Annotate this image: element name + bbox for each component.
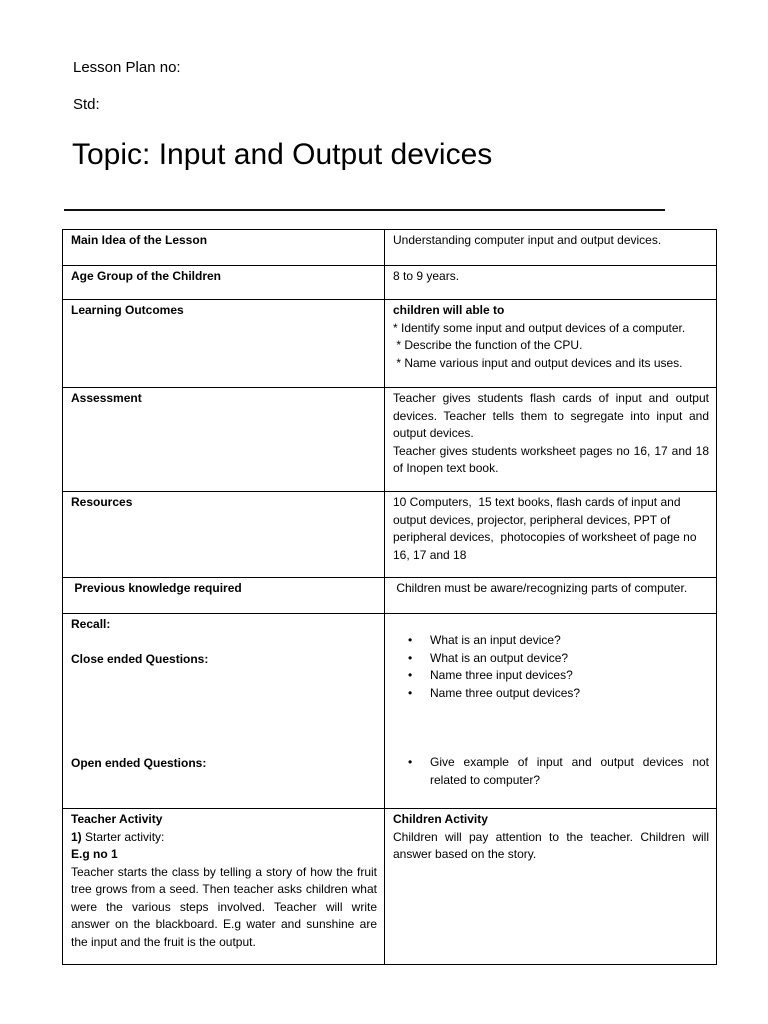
resources-value: 10 Computers, 15 text books, flash cards of input and output devices, projector, peripheral devices, PPT of peripheral devices, photocopies of worksheet of page no 16, 17 and 18 bbox=[385, 492, 717, 578]
lesson-plan-number: Lesson Plan no: bbox=[73, 59, 181, 76]
outcomes-heading: children will able to bbox=[393, 303, 505, 317]
recall-questions bbox=[385, 614, 717, 809]
age-group-value: 8 to 9 years. bbox=[385, 266, 717, 300]
close-ended-list bbox=[393, 632, 709, 702]
outcome-line: * Describe the function of the CPU. bbox=[393, 338, 583, 352]
list-item: • What is an output device? bbox=[430, 650, 709, 668]
list-item: • What is an input device? bbox=[430, 632, 709, 650]
example-label: E.g no 1 bbox=[71, 847, 118, 861]
assessment-paragraph: Teacher gives students flash cards of input and output devices. Teacher tells them to segregate into input and output devices. bbox=[393, 391, 709, 440]
assessment-paragraph: Teacher gives students worksheet pages no 16, 17 and 18 of Inopen text book. bbox=[393, 443, 709, 475]
teacher-activity-heading: Teacher Activity bbox=[71, 812, 163, 826]
children-activity-heading: Children Activity bbox=[393, 812, 488, 826]
age-group-label: Age Group of the Children bbox=[63, 266, 385, 300]
table-row-outcomes bbox=[63, 300, 717, 388]
close-ended-label: Close ended Questions: bbox=[71, 651, 209, 666]
recall-labels bbox=[63, 614, 385, 809]
starter-label: Starter activity: bbox=[81, 829, 165, 844]
resources-label: Resources bbox=[63, 492, 385, 578]
list-item: • Give example of input and output devices not related to computer? bbox=[430, 754, 709, 789]
children-activity-text: Children will pay attention to the teacher. Children will answer based on the story. bbox=[393, 829, 709, 861]
table-row-main-idea bbox=[63, 230, 717, 266]
main-idea-label: Main Idea of the Lesson bbox=[63, 230, 385, 266]
lesson-plan-table bbox=[62, 229, 717, 965]
previous-knowledge-label: Previous knowledge required bbox=[63, 578, 385, 614]
learning-outcomes-value bbox=[385, 300, 717, 388]
table-row-age-group bbox=[63, 266, 717, 300]
list-item: • Name three output devices? bbox=[430, 685, 709, 703]
standard-label: Std: bbox=[73, 96, 100, 113]
assessment-value bbox=[385, 388, 717, 492]
table-row-previous-knowledge bbox=[63, 578, 717, 614]
teacher-activity-text: Teacher starts the class by telling a story of how the fruit tree grows from a seed. Then teacher asks children what were the various steps involved. Teacher will write answer on the blackboard. E.g water and sunshine are the input and the fruit is the output. bbox=[71, 864, 377, 949]
main-idea-value: Understanding computer input and output devices. bbox=[385, 230, 717, 266]
open-ended-list bbox=[393, 754, 709, 789]
table-row-recall bbox=[63, 614, 717, 809]
children-activity bbox=[385, 809, 717, 965]
previous-knowledge-value: Children must be aware/recognizing parts of computer. bbox=[385, 578, 717, 614]
open-ended-label: Open ended Questions: bbox=[71, 756, 207, 770]
table-row-assessment bbox=[63, 388, 717, 492]
starter-activity bbox=[71, 829, 377, 847]
learning-outcomes-label: Learning Outcomes bbox=[63, 300, 385, 388]
starter-number: 1) bbox=[71, 829, 82, 844]
assessment-label: Assessment bbox=[63, 388, 385, 492]
page-title: Topic: Input and Output devices bbox=[72, 138, 493, 171]
recall-label: Recall: bbox=[71, 617, 111, 631]
table-row-resources bbox=[63, 492, 717, 578]
outcome-line: * Identify some input and output devices of a computer. bbox=[393, 320, 686, 335]
divider bbox=[64, 209, 665, 211]
teacher-activity bbox=[63, 809, 385, 965]
list-item: • Name three input devices? bbox=[430, 667, 709, 685]
outcome-line: * Name various input and output devices and its uses. bbox=[393, 355, 683, 370]
table-row-activity bbox=[63, 809, 717, 965]
